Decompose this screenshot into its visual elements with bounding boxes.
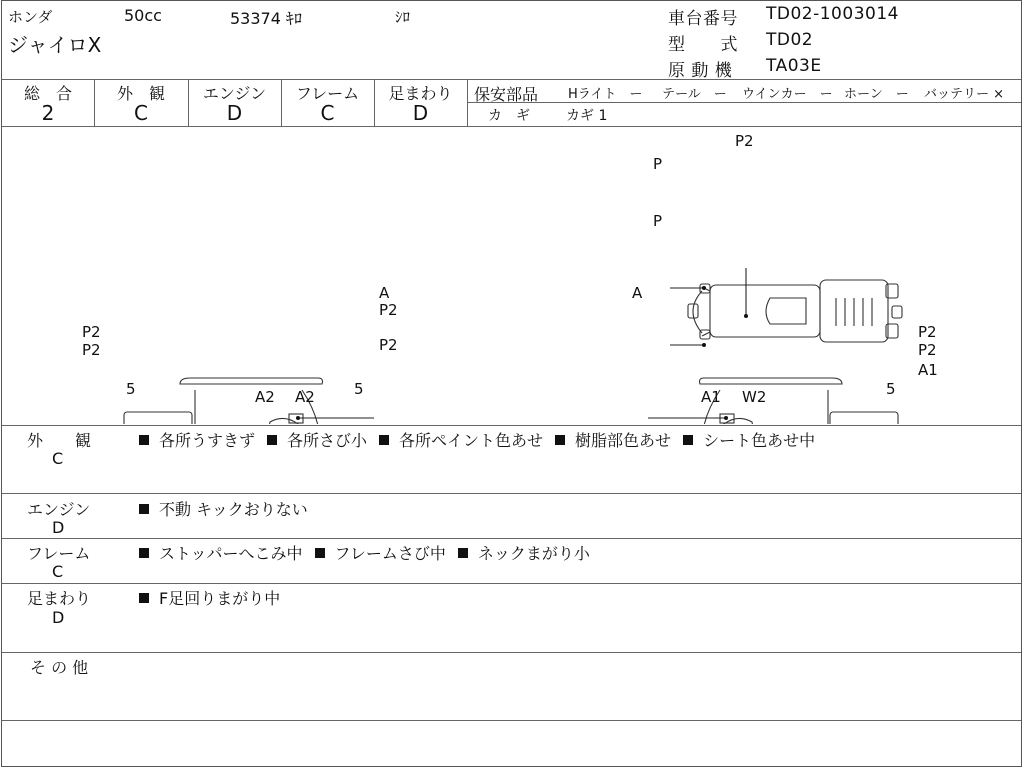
key-value: カギ 1 xyxy=(566,108,608,124)
maker-name: ホンダ xyxy=(8,8,53,26)
frame-number: TD02-1003014 xyxy=(766,4,899,24)
defect-item: シート色あせ中 xyxy=(703,431,816,450)
engine-model-value: TA03E xyxy=(766,56,822,76)
defect-item: 各所さび小 xyxy=(287,431,368,450)
engine-model-label: 原 動 機 xyxy=(668,61,733,81)
frame-grade-value: C xyxy=(320,101,335,125)
remark-exterior-grade: C xyxy=(52,449,64,468)
defect-item: ネックまがり小 xyxy=(477,544,590,563)
defect-item: F足回りまがり中 xyxy=(159,589,281,608)
label-left-p2-upper: P2 xyxy=(379,301,398,319)
label-right-5: 5 xyxy=(886,380,896,398)
headlight-status: Hライト ー xyxy=(568,87,643,102)
overall-grade-label: 総 合 xyxy=(23,84,72,103)
defect-item: フレームさび中 xyxy=(334,544,446,563)
damage-diagram xyxy=(2,126,1022,424)
remark-frame-items xyxy=(139,541,602,564)
label-right-a: A xyxy=(632,284,643,302)
type-label: 型 式 xyxy=(668,35,738,55)
remark-exterior-items xyxy=(139,428,827,451)
defect-item: ストッパーへこみ中 xyxy=(159,544,303,563)
engine-grade-label: エンジン xyxy=(202,84,267,103)
label-right-p2-a: P2 xyxy=(918,323,937,341)
tail-status: テール ー xyxy=(662,87,727,102)
label-right-p2-b: P2 xyxy=(918,341,937,359)
leader-lines xyxy=(110,268,914,424)
frame-number-label: 車台番号 xyxy=(668,9,738,29)
left-side-scooter xyxy=(124,378,355,424)
suspension-grade-value: D xyxy=(412,101,429,125)
label-top-p-upper: P xyxy=(653,155,663,173)
remark-engine-grade: D xyxy=(52,518,65,537)
label-right-w2: W2 xyxy=(742,388,767,406)
top-view-scooter xyxy=(688,280,902,342)
body-color: ｼﾛ xyxy=(395,8,411,26)
remark-suspension-grade: D xyxy=(52,608,65,627)
defect-item: 不動 キックおりない xyxy=(159,500,308,519)
safety-parts-label: 保安部品 xyxy=(474,85,539,104)
winker-status: ウインカー ー xyxy=(742,87,833,102)
remark-frame-grade: C xyxy=(52,562,64,581)
label-left-a: A xyxy=(379,284,390,302)
label-left-p2-mid: P2 xyxy=(82,323,101,341)
label-right-a1-bottom: A1 xyxy=(701,388,721,406)
remark-engine-label: エンジン xyxy=(27,500,91,519)
remark-engine-items xyxy=(139,497,320,520)
horn-status: ホーン ー xyxy=(844,87,909,102)
model-name: ジャイロX xyxy=(8,33,102,57)
label-right-a1: A1 xyxy=(918,361,938,379)
suspension-grade-label: 足まわり xyxy=(388,84,453,103)
type-value: TD02 xyxy=(766,30,814,50)
label-left-5-front: 5 xyxy=(354,380,364,398)
inspection-sheet xyxy=(1,0,1022,767)
divider xyxy=(2,79,1021,80)
overall-grade-value: 2 xyxy=(41,101,55,125)
exterior-grade-value: C xyxy=(134,101,148,125)
label-top-p2: P2 xyxy=(735,132,754,150)
label-left-p2-front: P2 xyxy=(379,336,398,354)
defect-item: 樹脂部色あせ xyxy=(575,431,672,450)
battery-status: バッテリー × xyxy=(924,87,1005,102)
remark-other-label: そ の 他 xyxy=(30,658,89,677)
key-label: カ ギ xyxy=(488,108,530,124)
defect-item: 各所うすきず xyxy=(159,431,256,450)
label-left-5-rear: 5 xyxy=(126,380,136,398)
label-left-a2-b: A2 xyxy=(295,388,315,406)
exterior-grade-label: 外 観 xyxy=(116,84,165,103)
displacement: 50cc xyxy=(124,6,162,25)
defect-item: 各所ペイント色あせ xyxy=(399,431,544,450)
label-left-a2-a: A2 xyxy=(255,388,275,406)
remark-exterior-label: 外 観 xyxy=(27,431,92,450)
label-top-p-lower: P xyxy=(653,212,663,230)
remark-frame-label: フレーム xyxy=(27,544,91,563)
label-left-p2-low: P2 xyxy=(82,341,101,359)
mileage: 53374 ｷﾛ xyxy=(230,9,302,28)
remark-suspension-items xyxy=(139,586,292,609)
remark-suspension-label: 足まわり xyxy=(27,589,92,608)
frame-grade-label: フレーム xyxy=(295,84,360,103)
engine-grade-value: D xyxy=(226,101,243,125)
